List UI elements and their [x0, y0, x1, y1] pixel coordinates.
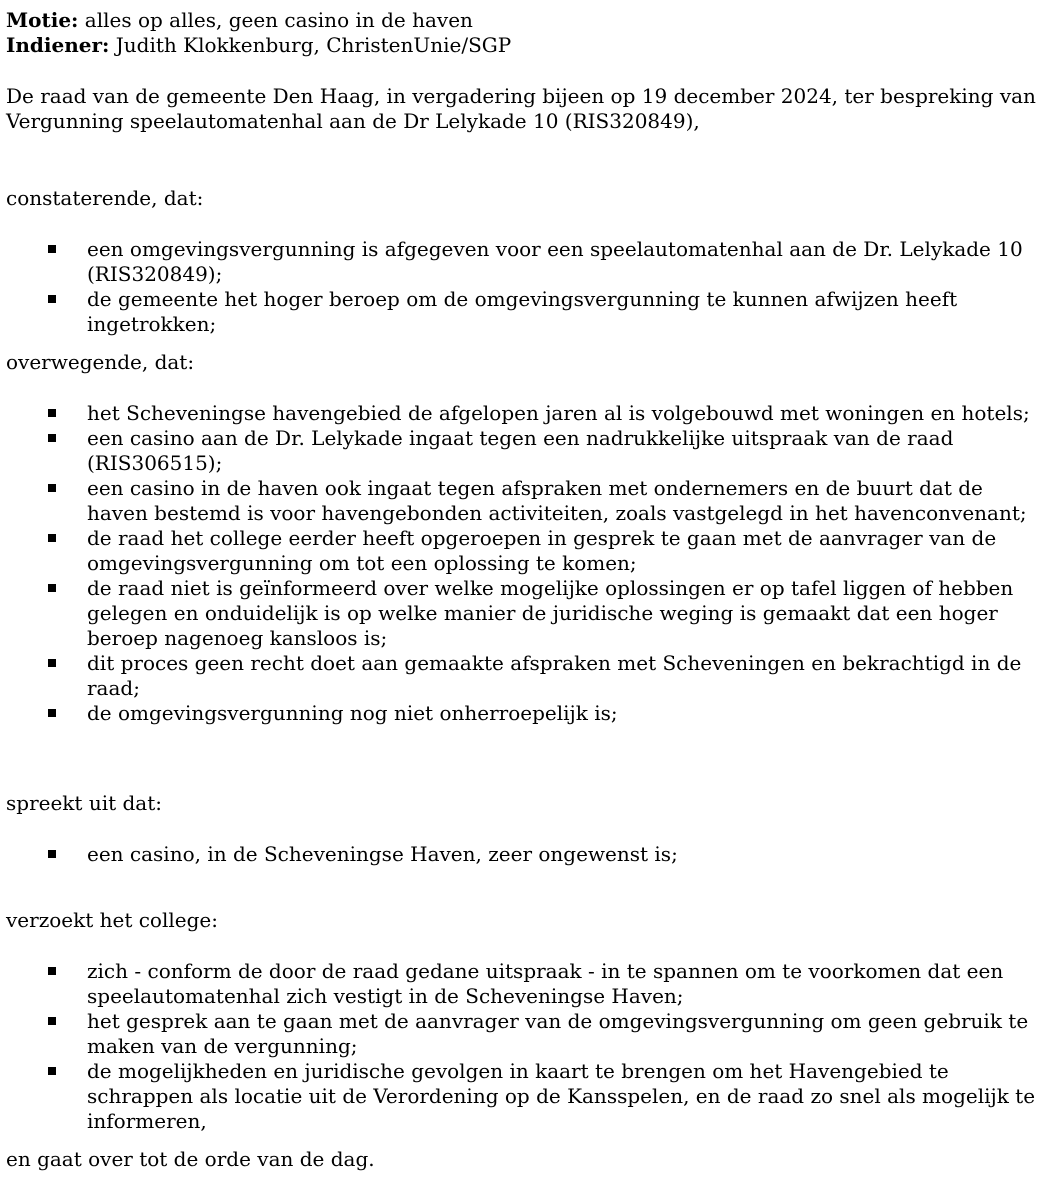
list-item-text: de gemeente het hoger beroep om de omgevingsvergunning te kunnen afwijzen heeft ingetrokken; [87, 287, 958, 336]
list-item-text: dit proces geen recht doet aan gemaakte afspraken met Scheveningen en bekrachtigd in de raad; [87, 651, 1022, 700]
list-item [6, 651, 1042, 701]
list-item [6, 426, 1042, 476]
list-item-text: een omgevingsvergunning is afgegeven voor een speelautomatenhal aan de Dr. Lelykade 10 (RIS320849); [87, 237, 1023, 286]
list-item [6, 287, 1042, 337]
motie-title: alles op alles, geen casino in de haven [84, 8, 473, 32]
list-item-text: een casino aan de Dr. Lelykade ingaat tegen een nadrukkelijke uitspraak van de raad (RIS306515); [87, 426, 954, 475]
list-item-text: een casino in de haven ook ingaat tegen afspraken met ondernemers en de buurt dat de haven bestemd is voor havengebonden activiteiten, zoals vastgelegd in het havenconvenant; [87, 476, 1027, 525]
motie-label: Motie: [6, 8, 79, 32]
list-item-text: het Scheveningse havengebied de afgelopen jaren al is volgebouwd met woningen en hotels; [87, 401, 1030, 425]
constaterende-heading: constaterende, dat: [6, 186, 204, 210]
motion-document [6, 8, 1042, 1172]
bullet-icon [48, 484, 56, 492]
verzoekt-heading: verzoekt het college: [6, 908, 218, 932]
overwegende-list [6, 401, 1042, 726]
list-item [6, 526, 1042, 576]
bullet-icon [48, 434, 56, 442]
intro-paragraph: De raad van de gemeente Den Haag, in vergadering bijeen op 19 december 2024, ter bespreking van Vergunning speelautomatenhal aan de Dr Lelykade 10 (RIS320849), [6, 84, 1036, 133]
list-item [6, 576, 1042, 651]
bullet-icon [48, 584, 56, 592]
list-item-text: de raad het college eerder heeft opgeroepen in gesprek te gaan met de aanvrager van de omgevingsvergunning om tot een oplossing te komen; [87, 526, 997, 575]
constaterende-list [6, 237, 1042, 337]
indiener-label: Indiener: [6, 33, 110, 57]
list-item-text: zich - conform de door de raad gedane uitspraak - in te spannen om te voorkomen dat een speelautomatenhal zich vestigt in de Scheveningse Haven; [87, 959, 1004, 1008]
bullet-icon [48, 295, 56, 303]
bullet-icon [48, 245, 56, 253]
closing-line: en gaat over tot de orde van de dag. [6, 1147, 375, 1171]
list-item [6, 237, 1042, 287]
motie-line [6, 8, 1042, 33]
bullet-icon [48, 659, 56, 667]
indiener-name: Judith Klokkenburg, ChristenUnie/SGP [115, 33, 512, 57]
bullet-icon [48, 1067, 56, 1075]
list-item [6, 842, 1042, 867]
list-item-text: de raad niet is geïnformeerd over welke mogelijke oplossingen er op tafel liggen of hebben gelegen en onduidelijk is op welke manier de juridische weging is gemaakt dat een hoger beroep nagenoeg kansloos is; [87, 576, 1014, 650]
bullet-icon [48, 1017, 56, 1025]
list-item-text: de mogelijkheden en juridische gevolgen in kaart te brengen om het Havengebied te schrappen als locatie uit de Verordening op de Kansspelen, en de raad zo snel als mogelijk te informeren, [87, 1059, 1036, 1133]
verzoekt-list [6, 959, 1042, 1134]
list-item-text: een casino, in de Scheveningse Haven, zeer ongewenst is; [87, 842, 678, 866]
list-item [6, 476, 1042, 526]
overwegende-heading: overwegende, dat: [6, 350, 195, 374]
list-item [6, 1009, 1042, 1059]
bullet-icon [48, 967, 56, 975]
spreekt-uit-list [6, 842, 1042, 867]
bullet-icon [48, 534, 56, 542]
bullet-icon [48, 709, 56, 717]
list-item-text: het gesprek aan te gaan met de aanvrager van de omgevingsvergunning om geen gebruik te maken van de vergunning; [87, 1009, 1029, 1058]
list-item [6, 959, 1042, 1009]
list-item [6, 1059, 1042, 1134]
list-item [6, 401, 1042, 426]
list-item-text: de omgevingsvergunning nog niet onherroepelijk is; [87, 701, 618, 725]
bullet-icon [48, 850, 56, 858]
spreekt-uit-heading: spreekt uit dat: [6, 791, 162, 815]
bullet-icon [48, 409, 56, 417]
indiener-line [6, 33, 1042, 58]
list-item [6, 701, 1042, 726]
